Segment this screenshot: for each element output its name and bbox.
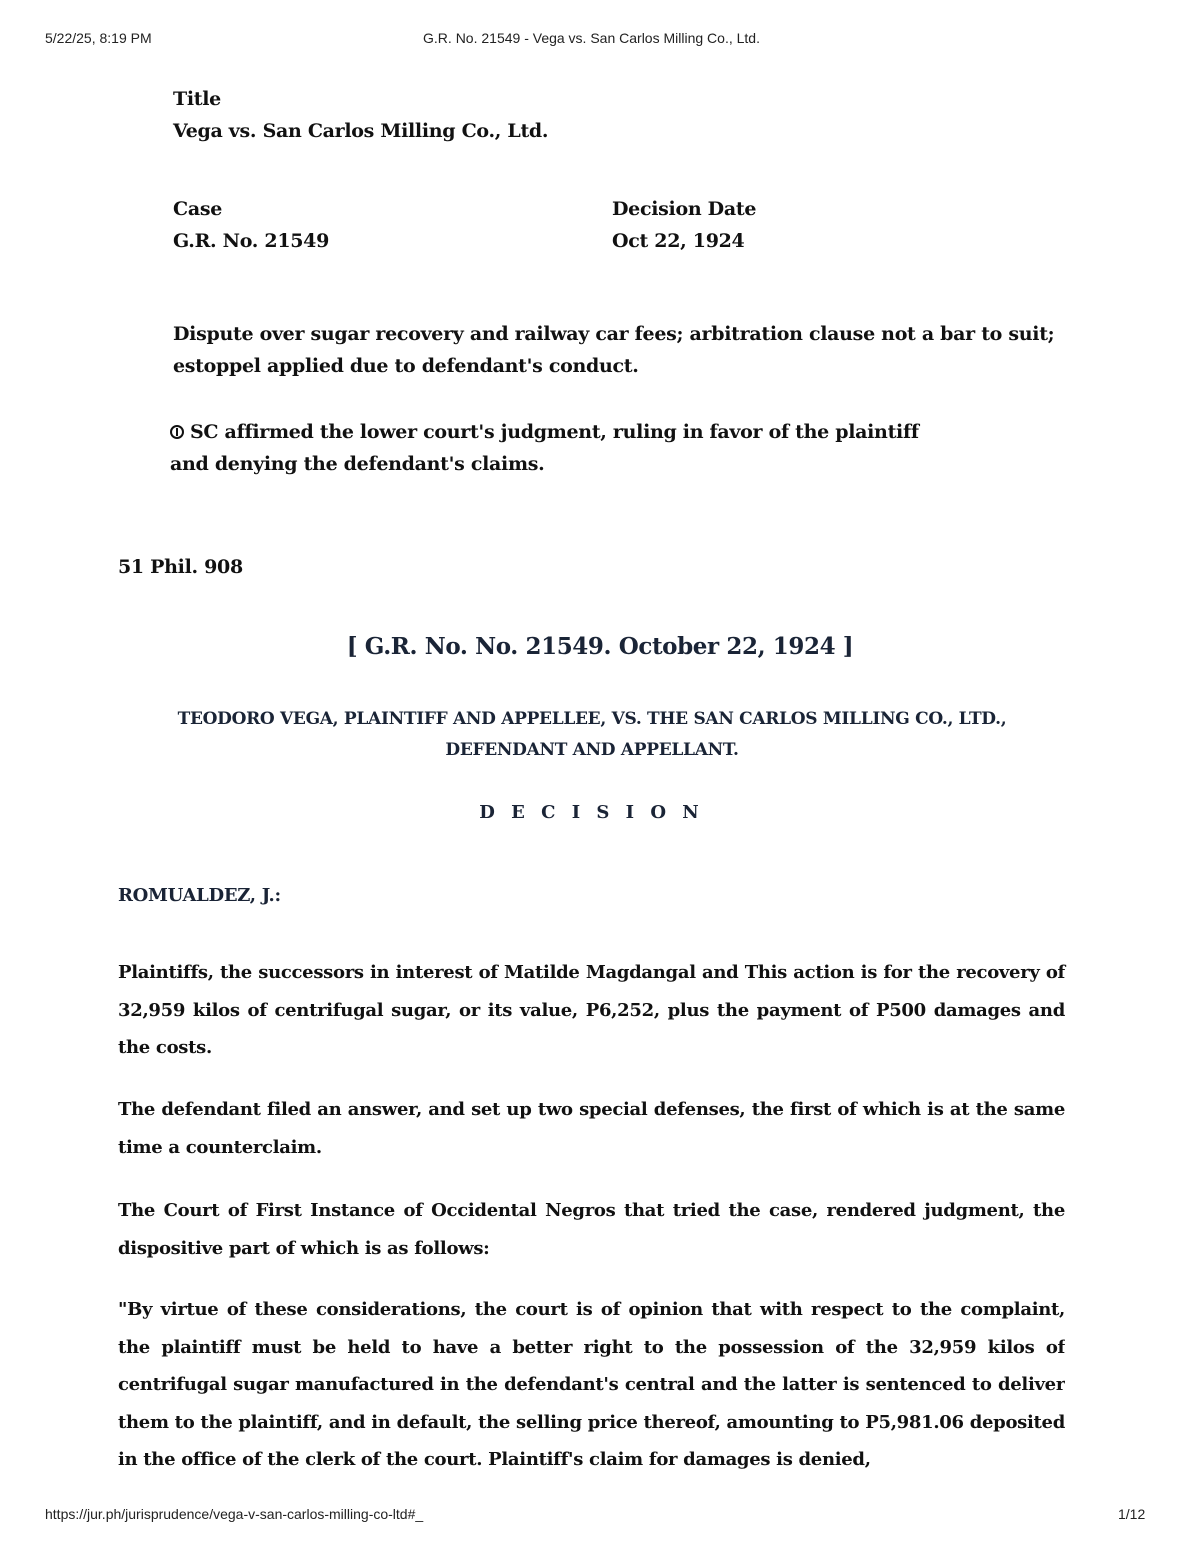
case-value: G.R. No. 21549 [173, 230, 330, 252]
print-doc-title: G.R. No. 21549 - Vega vs. San Carlos Milling Co., Ltd. [423, 30, 760, 46]
case-parties: TEODORO VEGA, PLAINTIFF AND APPELLEE, VS. THE SAN CARLOS MILLING CO., LTD., DEFENDANT AND APPELLANT. [177, 709, 1007, 760]
gavel-icon [170, 425, 184, 439]
decision-date-value: Oct 22, 1924 [612, 230, 745, 252]
case-summary: Dispute over sugar recovery and railway car fees; arbitration clause not a bar to suit; estoppel applied due to defendant's conduct. [173, 323, 1055, 377]
paragraph: The defendant filed an answer, and set up two special defenses, the first of which is at the same time a counterclaim. [118, 1099, 1065, 1158]
gr-heading: [ G.R. No. No. 21549. October 22, 1924 ] [346, 633, 854, 660]
page-number: 1/12 [1118, 1506, 1146, 1522]
print-datetime: 5/22/25, 8:19 PM [45, 30, 152, 46]
paragraph: Plaintiffs, the successors in interest of Matilde Magdangal and This action is for the recovery of 32,959 kilos of centrifugal sugar, or its value, P6,252, plus the payment of P500 damages and the costs. [118, 962, 1065, 1058]
paragraph: The Court of First Instance of Occidental Negros that tried the case, rendered judgment, the dispositive part of which is as follows: [118, 1200, 1065, 1259]
citation: 51 Phil. 908 [118, 556, 243, 578]
ruling-summary [170, 416, 960, 480]
title-value: Vega vs. San Carlos Milling Co., Ltd. [173, 120, 549, 142]
case-label: Case [173, 198, 223, 220]
decision-heading: D E C I S I O N [479, 802, 704, 823]
print-url: https://jur.ph/jurisprudence/vega-v-san-carlos-milling-co-ltd#_ [45, 1506, 424, 1522]
paragraph: "By virtue of these considerations, the court is of opinion that with respect to the complaint, the plaintiff must be held to have a better right to the possession of the 32,959 kilos of centrifugal sugar manufactured in the defendant's central and the latter is sentenced to deliver them to the plaintiff, and in default, the selling price thereof, amounting to P5,981.06 deposited in the office of the clerk of the court. Plaintiff's claim for damages is denied, [118, 1299, 1065, 1470]
ruling-text: SC affirmed the lower court's judgment, ruling in favor of the plaintiff and denying the defendant's claims. [170, 421, 919, 475]
ponente: ROMUALDEZ, J.: [118, 885, 281, 906]
title-label: Title [173, 88, 221, 110]
decision-date-label: Decision Date [612, 198, 757, 220]
